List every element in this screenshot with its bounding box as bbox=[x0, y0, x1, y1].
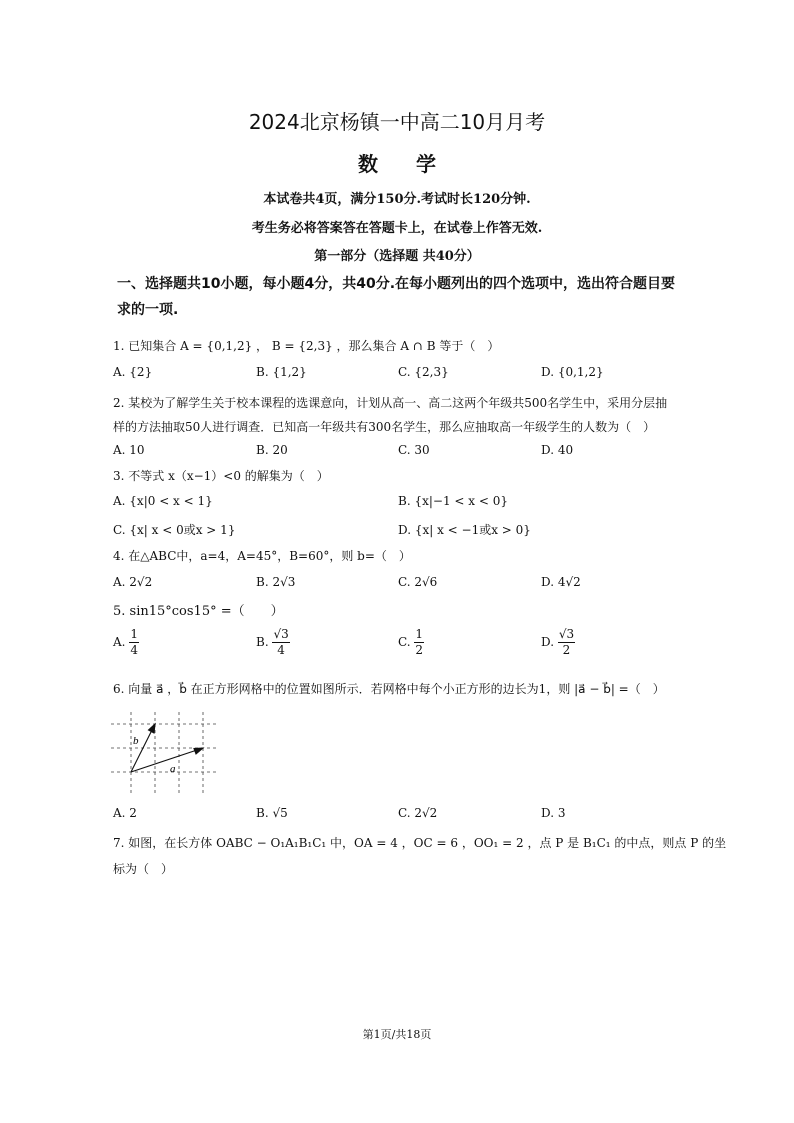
q6-option-b: B. √5 bbox=[256, 806, 288, 820]
vector-b-arrowhead bbox=[149, 724, 156, 733]
q2-option-c: C. 30 bbox=[398, 443, 430, 457]
question-5-stem: 5. sin15°cos15° =（ ） bbox=[113, 604, 284, 619]
q1-option-a: A. {2} bbox=[113, 365, 153, 379]
q6-option-d: D. 3 bbox=[541, 806, 566, 820]
q3-option-b: B. {x|−1 < x < 0} bbox=[398, 494, 508, 508]
q2-option-a: A. 10 bbox=[113, 443, 145, 457]
q5-option-b-denominator: 4 bbox=[277, 643, 285, 657]
q3-option-c: C. {x| x < 0或x > 1} bbox=[113, 523, 236, 537]
q5-option-a-label: A. bbox=[113, 635, 126, 649]
q5-option-c-fraction bbox=[414, 627, 424, 658]
q5-option-c bbox=[398, 627, 424, 658]
q5-option-c-denominator: 2 bbox=[415, 643, 424, 657]
q6-option-a: A. 2 bbox=[113, 806, 137, 820]
q2-option-b: B. 20 bbox=[256, 443, 288, 457]
q5-option-d-label: D. bbox=[541, 635, 555, 649]
q5-option-a-denominator: 4 bbox=[130, 643, 138, 657]
question-1-stem: 1. 已知集合 A = {0,1,2} ， B = {2,3} ，那么集合 A ∩ B 等于（ ） bbox=[113, 339, 500, 353]
instruction-line-1: 本试卷共4页，满分150分.考试时长120分钟. bbox=[263, 192, 531, 207]
q5-option-d-denominator: 2 bbox=[562, 643, 571, 657]
question-2-stem-line-2: 样的方法抽取50人进行调查．已知高一年级共有300名学生，那么应抽取高一年级学生的人数为（ ） bbox=[113, 420, 656, 434]
section-title-line-1: 一、选择题共10小题，每小题4分，共40分.在每小题列出的四个选项中，选出符合题目要 bbox=[117, 276, 676, 292]
q1-option-b: B. {1,2} bbox=[256, 365, 307, 379]
q1-option-d: D. {0,1,2} bbox=[541, 365, 604, 379]
q5-option-b-numerator: √3 bbox=[273, 627, 289, 641]
q4-option-c: C. 2√6 bbox=[398, 575, 438, 589]
vector-b-label: b bbox=[133, 735, 139, 747]
q5-option-c-label: C. bbox=[398, 635, 411, 649]
grid-lines bbox=[111, 712, 219, 794]
q5-option-b bbox=[256, 627, 290, 658]
q5-option-c-numerator: 1 bbox=[415, 627, 424, 641]
question-4-stem: 4. 在△ABC中，a=4，A=45°，B=60°，则 b=（ ） bbox=[113, 549, 411, 563]
q4-option-b: B. 2√3 bbox=[256, 575, 296, 589]
q1-option-c: C. {2,3} bbox=[398, 365, 449, 379]
q3-option-a: A. {x|0 < x < 1} bbox=[113, 494, 213, 508]
vector-grid-figure bbox=[107, 708, 223, 796]
subject-title: 数学 bbox=[358, 152, 474, 176]
q4-option-a: A. 2√2 bbox=[113, 575, 153, 589]
q5-option-a-fraction bbox=[129, 627, 139, 658]
question-3-stem: 3. 不等式 x（x−1）<0 的解集为（ ） bbox=[113, 469, 329, 483]
q5-option-d bbox=[541, 627, 575, 658]
q4-option-d: D. 4√2 bbox=[541, 575, 581, 589]
page-footer: 第1页/共18页 bbox=[362, 1028, 432, 1041]
q3-option-d: D. {x| x < −1或x > 0} bbox=[398, 523, 531, 537]
vector-a-label: a bbox=[170, 763, 176, 775]
q5-option-b-label: B. bbox=[256, 635, 269, 649]
instruction-line-2: 考生务必将答案答在答题卡上，在试卷上作答无效. bbox=[251, 221, 543, 236]
question-7-stem-line-1: 7. 如图，在长方体 OABC − O₁A₁B₁C₁ 中，OA = 4 ，OC = 6 ，OO₁ = 2 ，点 P 是 B₁C₁ 的中点，则点 P 的坐 bbox=[113, 836, 727, 850]
q6-option-c: C. 2√2 bbox=[398, 806, 438, 820]
question-7-stem-line-2: 标为（ ） bbox=[113, 862, 174, 876]
vector-a-arrowhead bbox=[194, 748, 203, 754]
section-title-line-2: 求的一项. bbox=[117, 302, 179, 318]
part-title: 第一部分（选择题 共40分） bbox=[314, 249, 480, 264]
q5-option-b-fraction bbox=[272, 627, 289, 658]
q5-option-a-numerator: 1 bbox=[130, 627, 138, 641]
q5-option-d-numerator: √3 bbox=[558, 627, 575, 641]
page-title: 2024北京杨镇一中高二10月月考 bbox=[248, 110, 546, 134]
question-2-stem-line-1: 2. 某校为了解学生关于校本课程的选课意向，计划从高一、高二这两个年级共500名学生中，采用分层抽 bbox=[113, 396, 668, 410]
q5-option-a bbox=[113, 627, 139, 658]
question-6-stem: 6. 向量 a⃗ ，b⃗ 在正方形网格中的位置如图所示．若网格中每个小正方形的边长为1，则 |a⃗ − b⃗| =（ ） bbox=[113, 682, 665, 696]
q2-option-d: D. 40 bbox=[541, 443, 574, 457]
q5-option-d-fraction bbox=[558, 627, 575, 658]
